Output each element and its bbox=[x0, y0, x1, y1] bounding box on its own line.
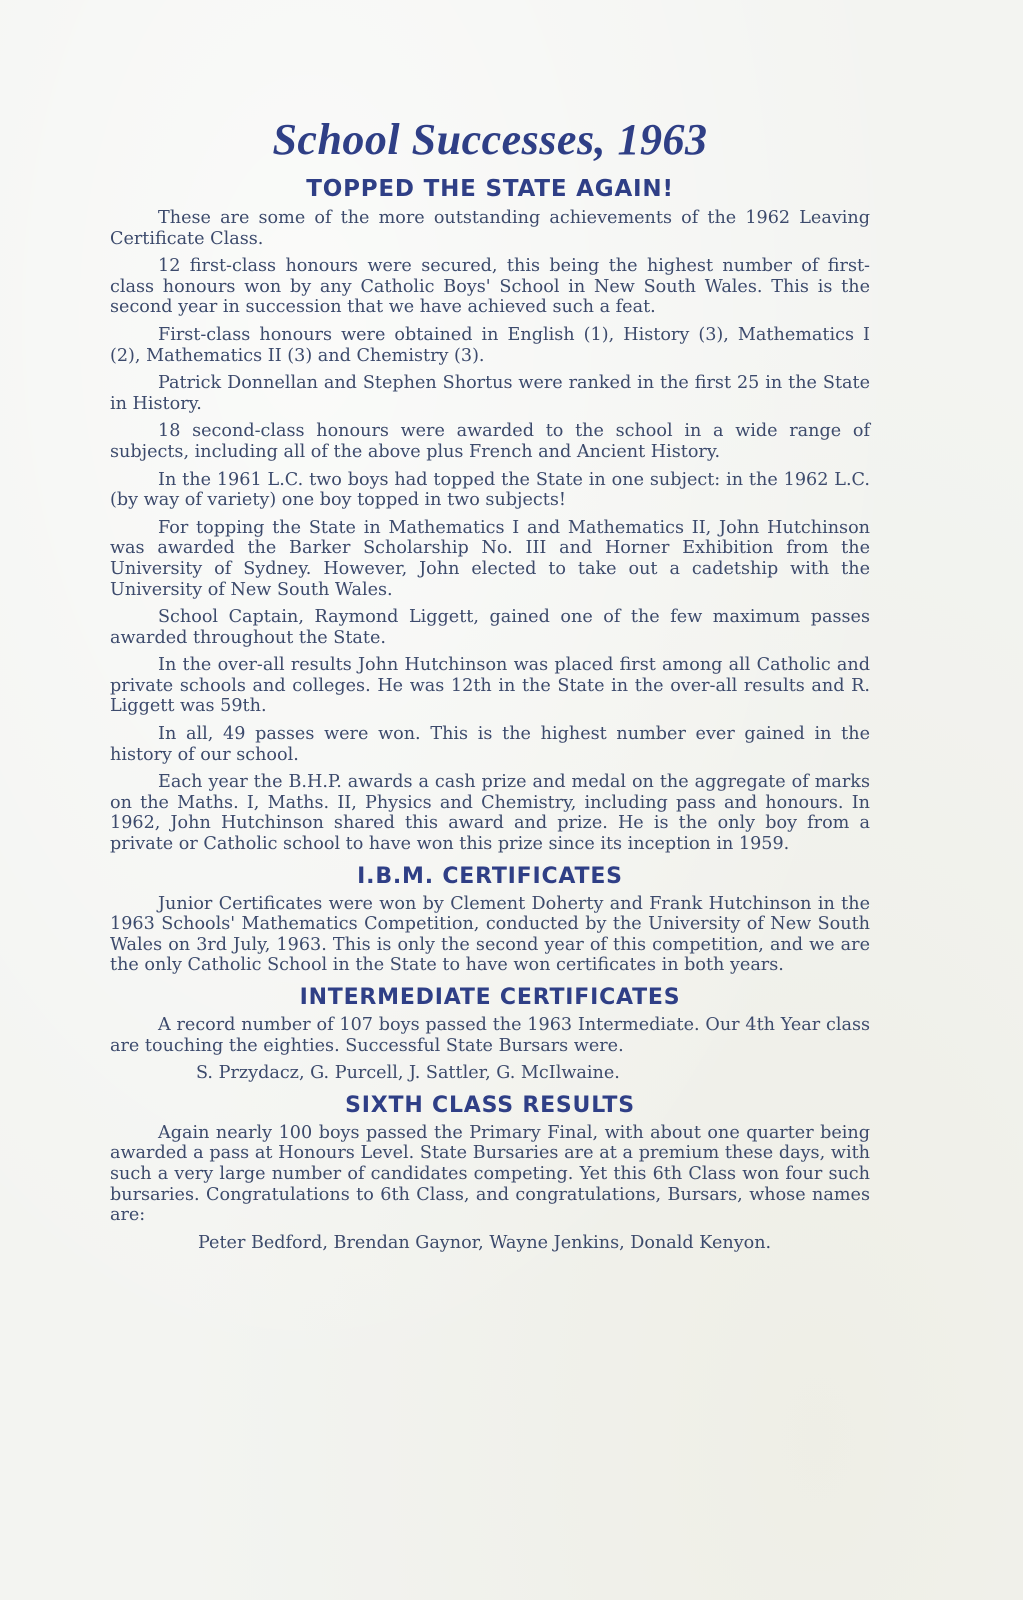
bursar-names: Peter Bedford, Brendan Gaynor, Wayne Jenkins, Donald Kenyon. bbox=[198, 1232, 772, 1253]
paragraph: In all, 49 passes were won. This is the highest number ever gained in the history of our school. bbox=[110, 724, 870, 765]
paragraph: 18 second-class honours were awarded to the school in a wide range of subjects, including all of the above plus French and Ancient History. bbox=[110, 421, 870, 462]
paragraph: First-class honours were obtained in English (1), History (3), Mathematics I (2), Mathematics II (3) and Chemistry (3). bbox=[110, 324, 870, 366]
section-heading: TOPPED THE STATE AGAIN! bbox=[306, 176, 674, 202]
paragraph: School Captain, Raymond Liggett, gained one of the few maximum passes awarded throughout the State. bbox=[110, 607, 870, 648]
bursar-names: S. Przydacz, G. Purcell, J. Sattler, G. McIlwaine. bbox=[196, 1063, 620, 1084]
paragraph: In the over-all results John Hutchinson was placed first among all Catholic and private schools and colleges. He was 12th in the State in the over-all results and R. Liggett was 59th. bbox=[110, 655, 870, 717]
section-heading: INTERMEDIATE CERTIFICATES bbox=[299, 985, 681, 1010]
paragraph: Each year the B.H.P. awards a cash prize and medal on the aggregate of marks on the Maths. I, Maths. II, Physics and Chemistry, including pass and honours. In 1962, John Hutchinson shared this award and prize. He is the only boy from a private or Catholic school to have won this prize since its inception in 1959. bbox=[110, 772, 870, 855]
paragraph: A record number of 107 boys passed the 1963 Intermediate. Our 4th Year class are touching the eighties. Successful State Bursars were. bbox=[110, 1015, 870, 1056]
article bbox=[110, 108, 870, 1260]
paragraph: Again nearly 100 boys passed the Primary Final, with about one quarter being awarded a pass at Honours Level. State Bursaries are at a premium these days, with such a very large number of candidates competing. Yet this 6th Class won four such bursaries. Congratulations to 6th Class, and congratulations, Bursars, whose names are: bbox=[110, 1122, 870, 1226]
section-heading: SIXTH CLASS RESULTS bbox=[345, 1092, 635, 1118]
paragraph: 12 first-class honours were secured, this being the highest number of first-class honours won by any Catholic Boys' School in New South Wales. This is the second year in succession that we have achieved such a feat. bbox=[110, 256, 870, 318]
paragraph: For topping the State in Mathematics I and Mathematics II, John Hutchinson was awarded the Barker Scholarship No. III and Horner Exhibition from the University of Sydney. However, John elected to take out a cadetship with the University of New South Wales. bbox=[110, 517, 870, 600]
paragraph: In the 1961 L.C. two boys had topped the State in one subject: in the 1962 L.C. (by way of variety) one boy topped in two subjects! bbox=[110, 469, 870, 511]
section-heading: I.B.M. CERTIFICATES bbox=[357, 863, 623, 889]
paragraph: Patrick Donnellan and Stephen Shortus were ranked in the first 25 in the State in History. bbox=[110, 373, 870, 414]
paragraph: Junior Certificates were won by Clement Doherty and Frank Hutchinson in the 1963 Schools' Mathematics Competition, conducted by the University of New South Wales on 3rd July, 1963. This is only the second year of this competition, and we are the only Catholic School in the State to have won certificates in both years. bbox=[110, 893, 870, 976]
paragraph: These are some of the more outstanding achievements of the 1962 Leaving Certificate Class. bbox=[110, 208, 870, 249]
page-title: School Successes, 1963 bbox=[272, 115, 708, 164]
